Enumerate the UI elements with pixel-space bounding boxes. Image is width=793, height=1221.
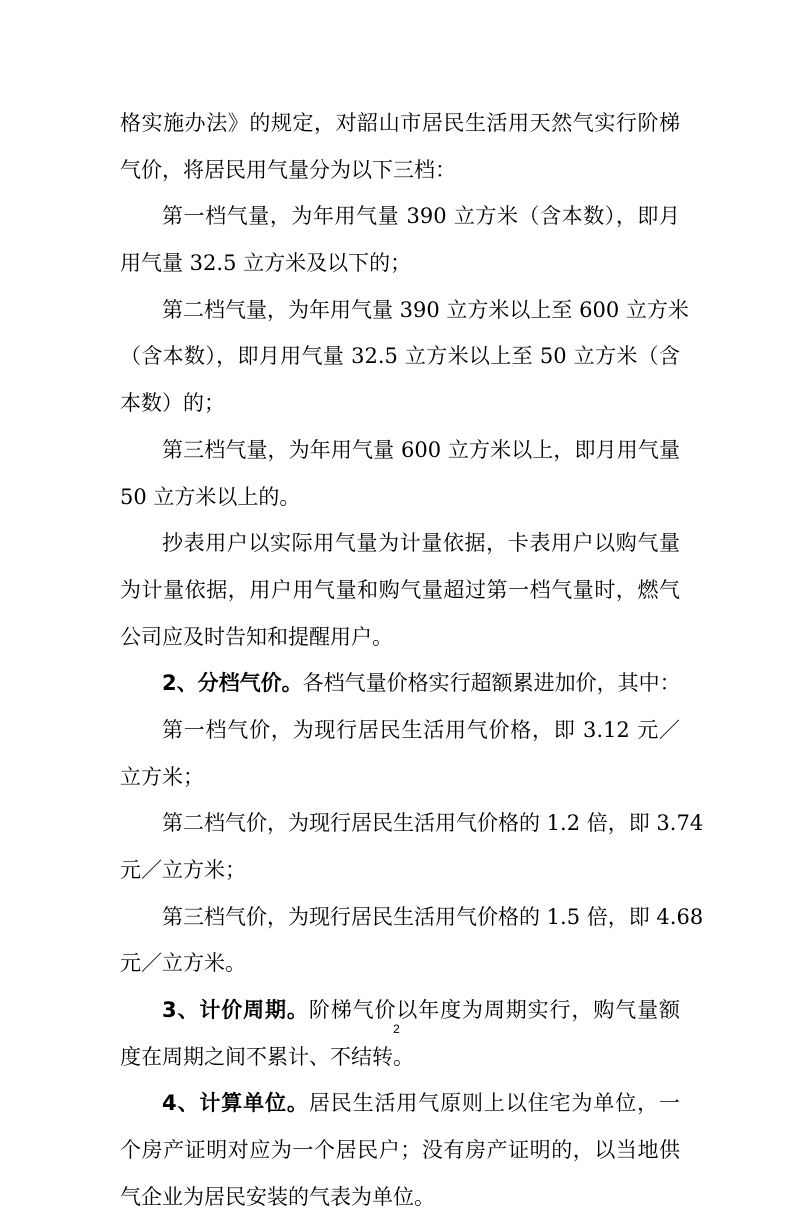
text-line: 元／立方米。 [120, 951, 246, 976]
section-heading: 4、计算单位。 [162, 1091, 309, 1116]
text-line: 抄表用户以实际用气量为计量依据，卡表用户以购气量 [162, 531, 680, 556]
text-line: 格实施办法》的规定，对韶山市居民生活用天然气实行阶梯 [120, 111, 680, 135]
page-number: 2 [393, 1022, 400, 1036]
text-line: 本数）的； [120, 391, 225, 416]
section-text: 阶梯气价以年度为周期实行，购气量额 [308, 998, 680, 1023]
text-line: （含本数），即月用气量 32.5 立方米以上至 50 立方米（含 [120, 344, 680, 369]
section-heading: 2、分档气价。 [162, 671, 303, 696]
text-line: 第二档气量，为年用气量 390 立方米以上至 600 立方米 [162, 297, 689, 322]
text-line: 第三档气价，为现行居民生活用气价格的 1.5 倍，即 4.68 [162, 904, 704, 929]
section-text: 各档气量价格实行超额累进加价，其中： [302, 671, 681, 696]
section-line [120, 1080, 680, 1127]
text-line: 第二档气价，为现行居民生活用气价格的 1.2 倍，即 3.74 [162, 811, 704, 836]
text-line: 公司应及时告知和提醒用户。 [120, 624, 393, 649]
text-line: 为计量依据，用户用气量和购气量超过第一档气量时，燃气 [120, 577, 680, 602]
text-line: 气企业为居民安装的气表为单位。 [120, 1184, 435, 1209]
text-line: 用气量 32.5 立方米及以下的； [120, 251, 412, 276]
text-line: 第三档气量，为年用气量 600 立方米以上，即月用气量 [162, 437, 680, 462]
text-line: 个房产证明对应为一个居民户；没有房产证明的，以当地供 [120, 1138, 680, 1163]
text-line: 气价，将居民用气量分为以下三档： [120, 157, 456, 182]
section-line [120, 660, 680, 707]
text-line: 第一档气量，为年用气量 390 立方米（含本数），即月 [162, 204, 680, 229]
text-line: 50 立方米以上的。 [120, 484, 301, 509]
text-line: 度在周期之间不累计、不结转。 [120, 1044, 414, 1069]
document-body [120, 100, 704, 1221]
text-line: 元／立方米； [120, 858, 246, 882]
text-line: 第一档气价，为现行居民生活用气价格，即 3.12 元／ [162, 717, 680, 742]
section-text: 居民生活用气原则上以住宅为单位，一 [308, 1091, 680, 1116]
text-line: 立方米； [120, 764, 204, 789]
section-heading: 3、计价周期。 [162, 998, 309, 1023]
